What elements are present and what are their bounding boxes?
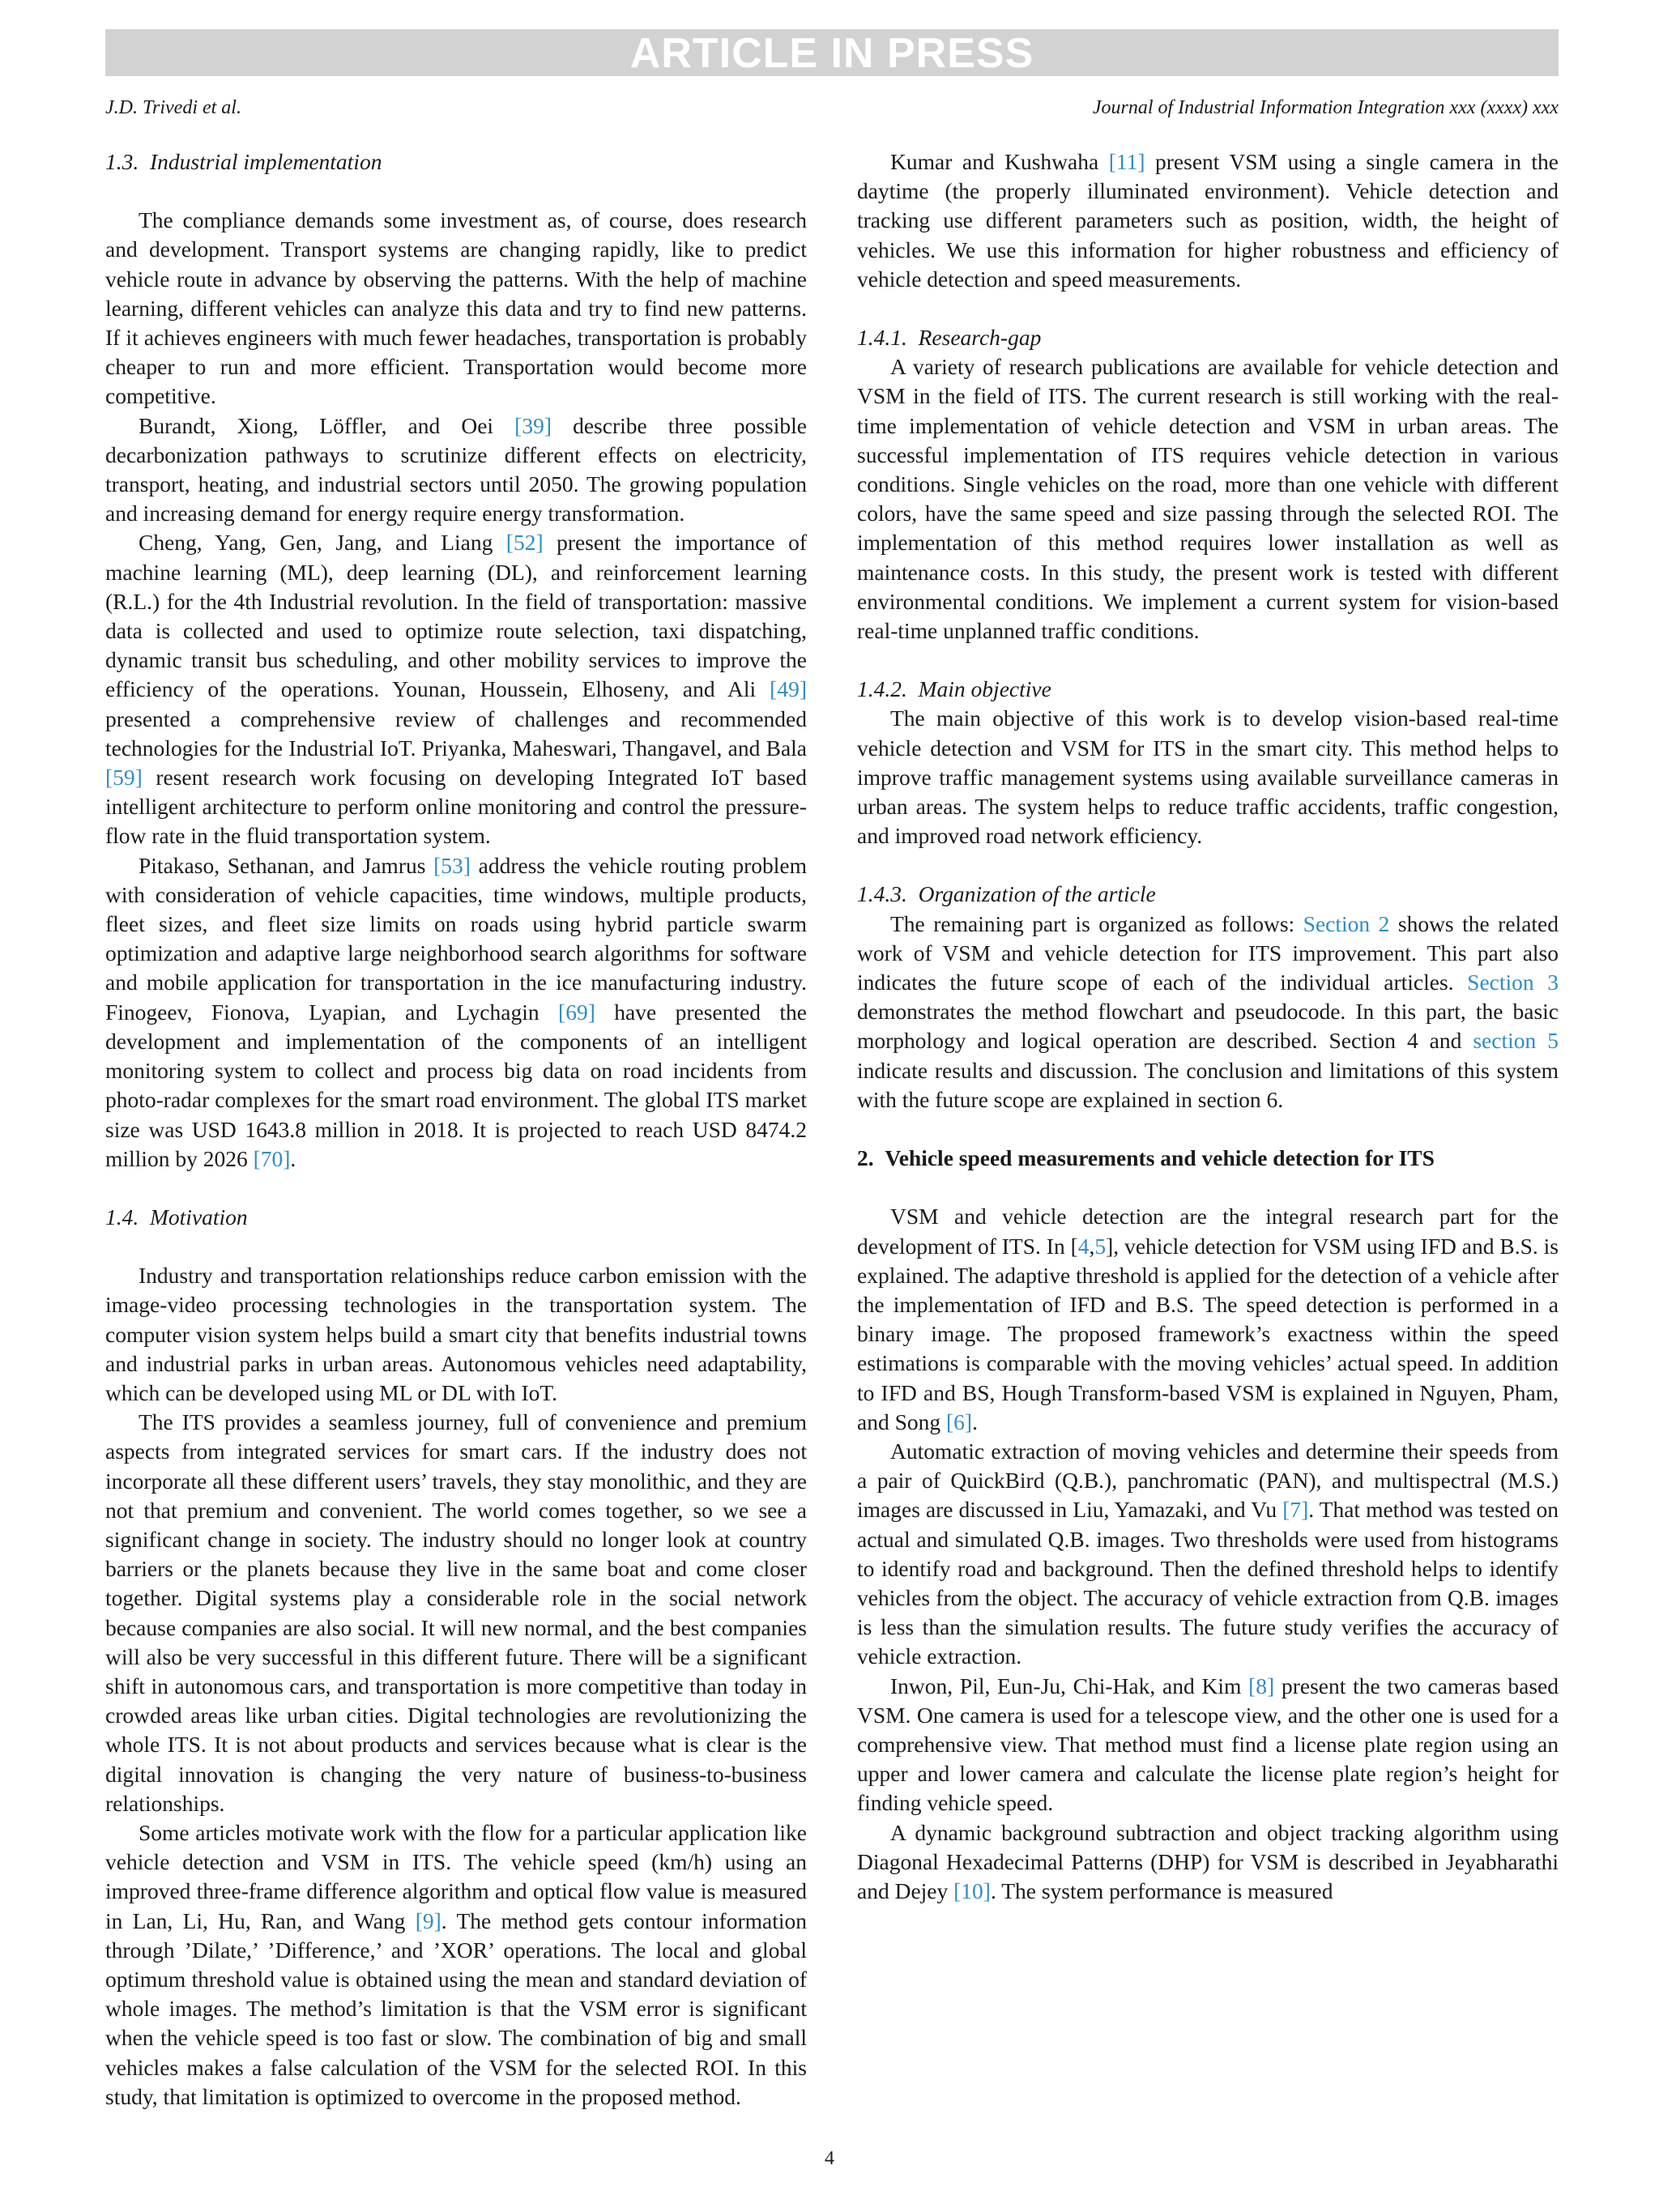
citation-link[interactable]: [10]	[953, 1877, 991, 1903]
paragraph: Industry and transportation relationships reduce carbon emission with the image-video processing technologies in the transportation system. The computer vision system helps build a smart city that benefits industrial towns and industrial parks in urban areas. Autonomous vehicles need adaptability, which can be developed using ML or DL with IoT.	[105, 1263, 807, 1405]
text: ,	[1089, 1233, 1095, 1259]
text: Inwon, Pil, Eun-Ju, Chi-Hak, and Kim	[890, 1673, 1249, 1698]
text: demonstrates the method flowchart and pseudocode. In this part, the basic morphology and logical operation are described. Section 4 and	[857, 999, 1559, 1054]
running-head-authors: J.D. Trivedi et al.	[105, 97, 241, 118]
text: present the two cameras based VSM. One camera is used for a telescope view, and the other one is used for a comprehensive view. That method must find a license plate region using an upper and lower camera and calculate the license plate region’s height for finding vehicle speed.	[857, 1673, 1559, 1816]
paragraph	[105, 411, 807, 529]
section-title: Organization of the article	[918, 881, 1156, 907]
text: Kumar and Kushwaha	[890, 149, 1109, 174]
paragraph: The main objective of this work is to develop vision-based real-time vehicle detection and VSM for ITS in the smart city. This method helps to improve traffic management systems using available surveillance cameras in urban areas. The system helps to reduce traffic accidents, traffic congestion, and improved road network efficiency.	[857, 705, 1559, 849]
citation-link[interactable]: [52]	[505, 530, 544, 556]
citation-link[interactable]: [9]	[415, 1907, 441, 1933]
paragraph	[857, 147, 1559, 294]
text: Burandt, Xiong, Löffler, and Oei	[139, 412, 515, 438]
text: describe three possible decarbonization pathways to scrutinize different effects on electricity, transport, heating, and industrial sectors until 2050. The growing population and increasing demand for energy require energy transformation.	[105, 412, 808, 526]
paragraph	[105, 528, 807, 850]
citation-link[interactable]: [11]	[1108, 149, 1145, 174]
section-2-heading	[857, 1144, 1559, 1173]
section-title: Research-gap	[918, 325, 1042, 351]
running-head-journal: Journal of Industrial Information Integration xxx (xxxx) xxx	[1092, 97, 1559, 118]
text: . The system performance is measured	[990, 1877, 1333, 1903]
text: . That method was tested on actual and simulated Q.B. images. Two thresholds were used from histograms to identify road and background. Then the defined threshold helps to identify vehicles from the object. The accuracy of vehicle extraction from Q.B. images is less than the simulation results. The future study verifies the accuracy of vehicle extraction.	[857, 1497, 1559, 1669]
citation-link[interactable]: [53]	[433, 852, 471, 878]
citation-link[interactable]: [7]	[1282, 1497, 1309, 1523]
citation-link[interactable]: 4	[1077, 1233, 1090, 1259]
text: have presented the development and implementation of the components of an intelligent monitoring system to collect and process big data on road incidents from photo-radar complexes for the smart road environment. The global ITS market size was USD 1643.8 million in 2018. It is projected to reach USD 8474.2 million by 2026	[105, 999, 807, 1171]
citation-link[interactable]: [6]	[946, 1409, 973, 1434]
section-title: Industrial implementation	[150, 149, 382, 174]
text: present VSM using a single camera in the daytime (the properly illuminated environment). Vehicle detection and tracking use different parameters such as position, width, the height of vehicles. We use this information for higher robustness and efficiency of vehicle detection and speed measurements.	[857, 149, 1559, 292]
text: Automatic extraction of moving vehicles and determine their speeds from a pair of QuickBird (Q.B.), panchromatic (PAN), and multispectral (M.S.) images are discussed in Liu, Yamazaki, and Vu	[857, 1438, 1559, 1523]
section-1-4-2-heading	[857, 675, 1559, 704]
text: shows the related work of VSM and vehicle detection for ITS improvement. This part also indicates the future scope of each of the individual articles.	[857, 910, 1559, 995]
citation-link[interactable]: [59]	[105, 765, 143, 791]
section-link[interactable]: Section 3	[1467, 970, 1559, 995]
section-1-4-1-heading	[857, 323, 1559, 352]
citation-link[interactable]: [8]	[1248, 1673, 1275, 1698]
text: address the vehicle routing problem with consideration of vehicle capacities, time windows, multiple products, fleet sizes, and fleet size limits on roads using hybrid particle swarm optimization and adaptive large neighborhood search algorithms for software and mobile application for transportation in the ice manufacturing industry. Finogeev, Fionova, Lyapian, and Lychagin	[105, 852, 807, 1025]
text: . The method gets contour information through ’Dilate,’ ’Difference,’ and ’XOR’ operations. The local and global optimum threshold value is obtained using the mean and standard deviation of whole images. The method’s limitation is that the VSM error is significant when the vehicle speed is too fast or slow. The combination of big and small vehicles makes a false calculation of the VSM for the selected ROI. In this study, that limitation is optimized to overcome in the proposed method.	[105, 1907, 807, 2109]
paragraph	[857, 1437, 1559, 1672]
text: A dynamic background subtraction and object tracking algorithm using Diagonal Hexadecimal Patterns (DHP) for VSM is described in Jeyabharathi and Dejey	[857, 1819, 1559, 1903]
text: ], vehicle detection for VSM using IFD and B.S. is explained. The adaptive threshold is applied for the detection of a vehicle after the implementation of IFD and B.S. The speed detection is performed in a binary image. The proposed framework’s exactness within the speed estimations is comparable with the moving vehicles’ actual speed. In addition to IFD and BS, Hough Transform-based VSM is explained in Nguyen, Pham, and Song	[857, 1233, 1559, 1434]
section-number: 2.	[857, 1145, 874, 1171]
section-1-3-heading	[105, 147, 807, 177]
paragraph	[857, 1672, 1559, 1818]
section-link[interactable]: Section 2	[1303, 910, 1390, 936]
article-in-press-banner: ARTICLE IN PRESS	[105, 29, 1559, 76]
text: Pitakaso, Sethanan, and Jamrus	[139, 852, 434, 878]
text: indicate results and discussion. The conclusion and limitations of this system with the future scope are explained in section 6.	[857, 1057, 1559, 1112]
paragraph	[857, 1202, 1559, 1437]
text: resent research work focusing on developing Integrated IoT based intelligent architecture to perform online monitoring and control the pressure-flow rate in the fluid transportation system.	[105, 765, 807, 849]
page-number: 4	[825, 2148, 834, 2169]
section-number: 1.4.2.	[857, 676, 907, 702]
text: present the importance of machine learning (ML), deep learning (DL), and reinforcement learning (R.L.) for the 4th Industrial revolution. In the field of transportation: massive data is collected and used to optimize route selection, taxi dispatching, dynamic transit bus scheduling, and other mobility services to improve the efficiency of the operations. Younan, Houssein, Elhoseny, and Ali	[105, 530, 807, 702]
paragraph: The compliance demands some investment as, of course, does research and development. Transport systems are changing rapidly, like to predict vehicle route in advance by observing the patterns. With the help of machine learning, different vehicles can analyze this data and try to find new patterns. If it achieves engineers with much fewer headaches, transportation is probably cheaper to run and more efficient. Transportation would become more competitive.	[105, 207, 807, 409]
paragraph	[857, 1818, 1559, 1907]
section-link[interactable]: section 5	[1473, 1028, 1559, 1054]
paragraph: The ITS provides a seamless journey, full of convenience and premium aspects from integrated services for smart cars. If the industry does not incorporate all these different users’ travels, they stay monolithic, and they are not that premium and convenient. The world comes together, so we see a significant change in society. The industry should no longer look at country barriers or the planets because they live in the same boat and come closer together. Digital systems play a considerable role in the social network because companies are also social. It will new normal, and the best companies will also be very successful in this different future. There will be a significant shift in autonomous cars, and transportation is more competitive than today in crowded areas like urban cities. Digital technologies are revolutionizing the whole ITS. It is not about products and services because what is clear is the digital innovation is changing the very nature of business-to-business relationships.	[105, 1409, 807, 1816]
citation-link[interactable]: 5	[1094, 1233, 1107, 1259]
citation-link[interactable]: [69]	[558, 999, 595, 1025]
section-number: 1.4.	[105, 1204, 139, 1230]
text: VSM and vehicle detection are the integral research part for the development of ITS. In [	[857, 1204, 1559, 1259]
text: The remaining part is organized as follows:	[890, 910, 1303, 936]
paragraph	[857, 910, 1559, 1115]
paragraph	[105, 1818, 807, 2112]
text: .	[290, 1145, 296, 1171]
citation-link[interactable]: [39]	[514, 412, 552, 438]
text: Some articles motivate work with the flow for a particular application like vehicle detection and VSM in ITS. The vehicle speed (km/h) using an improved three-frame difference algorithm and optical flow value is measured in Lan, Li, Hu, Ran, and Wang	[105, 1819, 807, 1933]
left-column	[105, 147, 807, 2112]
text: Cheng, Yang, Gen, Jang, and Liang	[139, 530, 506, 556]
paragraph	[105, 851, 807, 1174]
section-1-4-3-heading	[857, 880, 1559, 909]
section-title: Motivation	[150, 1204, 248, 1230]
section-1-4-heading	[105, 1203, 807, 1232]
text: presented a comprehensive review of challenges and recommended technologies for the Industrial IoT. Priyanka, Maheswari, Thangavel, and Bala	[105, 705, 807, 761]
section-title: Vehicle speed measurements and vehicle detection for ITS	[885, 1145, 1435, 1171]
citation-link[interactable]: [70]	[253, 1145, 291, 1171]
right-column	[857, 147, 1559, 1906]
section-number: 1.4.1.	[857, 325, 907, 351]
section-number: 1.3.	[105, 149, 139, 174]
section-title: Main objective	[918, 676, 1051, 702]
paragraph: A variety of research publications are available for vehicle detection and VSM in the field of ITS. The current research is still working with the real-time implementation of vehicle detection and VSM in urban areas. The successful implementation of ITS requires vehicle detection in various conditions. Single vehicles on the road, more than one vehicle with different colors, have the same speed and size passing through the selected ROI. The implementation of this method requires lower installation as well as maintenance costs. In this study, the present work is tested with different environmental conditions. We implement a current system for vision-based real-time unplanned traffic conditions.	[857, 354, 1559, 644]
section-number: 1.4.3.	[857, 881, 907, 907]
citation-link[interactable]: [49]	[770, 676, 807, 702]
text: .	[972, 1409, 978, 1434]
